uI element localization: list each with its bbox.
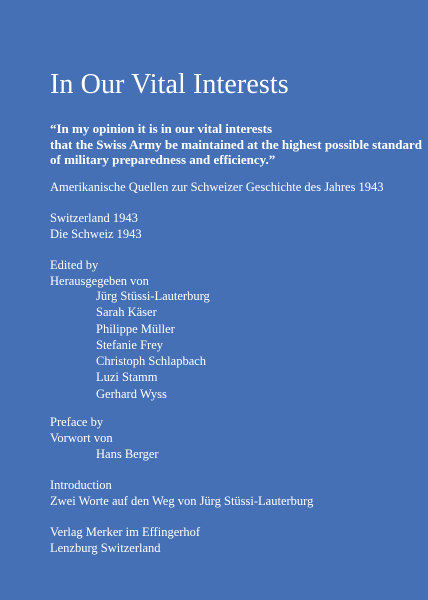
edited-by-heading — [50, 257, 149, 290]
cover-quote — [50, 121, 422, 168]
preface-by-german: Vorwort von — [50, 431, 113, 446]
book-title: In Our Vital Interests — [50, 69, 289, 100]
publisher-info — [50, 524, 200, 557]
year-labels — [50, 210, 142, 243]
year-label-german: Die Schweiz 1943 — [50, 227, 142, 242]
edited-by-german: Herausgegeben von — [50, 274, 149, 289]
preface-author: Hans Berger — [96, 447, 159, 461]
editor-name: Jürg Stüssi-Lauterburg — [96, 289, 210, 303]
editor-name: Christoph Schlapbach — [96, 354, 207, 369]
preface-heading — [50, 414, 113, 447]
editor-name: Stefanie Frey — [96, 337, 163, 352]
introduction-subtitle: Zwei Worte auf den Weg von Jürg Stüssi-Lauterburg — [50, 494, 314, 509]
quote-line: “In my opinion it is in our vital interests — [50, 121, 272, 136]
year-label-english: Switzerland 1943 — [50, 211, 138, 225]
editor-list — [96, 288, 210, 402]
quote-line: of military preparedness and efficiency.” — [50, 152, 276, 167]
editor-name: Philippe Müller — [96, 321, 175, 336]
quote-line: that the Swiss Army be maintained at the highest possible standard — [50, 136, 422, 152]
introduction-heading: Introduction — [50, 478, 112, 492]
introduction-section — [50, 477, 313, 510]
edited-by-english: Edited by — [50, 258, 99, 272]
book-subtitle: Amerikanische Quellen zur Schweizer Geschichte des Jahres 1943 — [50, 180, 384, 194]
editor-name: Luzi Stamm — [96, 370, 158, 385]
publisher-location: Lenzburg Switzerland — [50, 541, 161, 556]
editor-name: Sarah Käser — [96, 305, 157, 320]
publisher-name: Verlag Merker im Effingerhof — [50, 525, 201, 539]
preface-by-english: Preface by — [50, 415, 104, 429]
editor-name: Gerhard Wyss — [96, 386, 167, 401]
